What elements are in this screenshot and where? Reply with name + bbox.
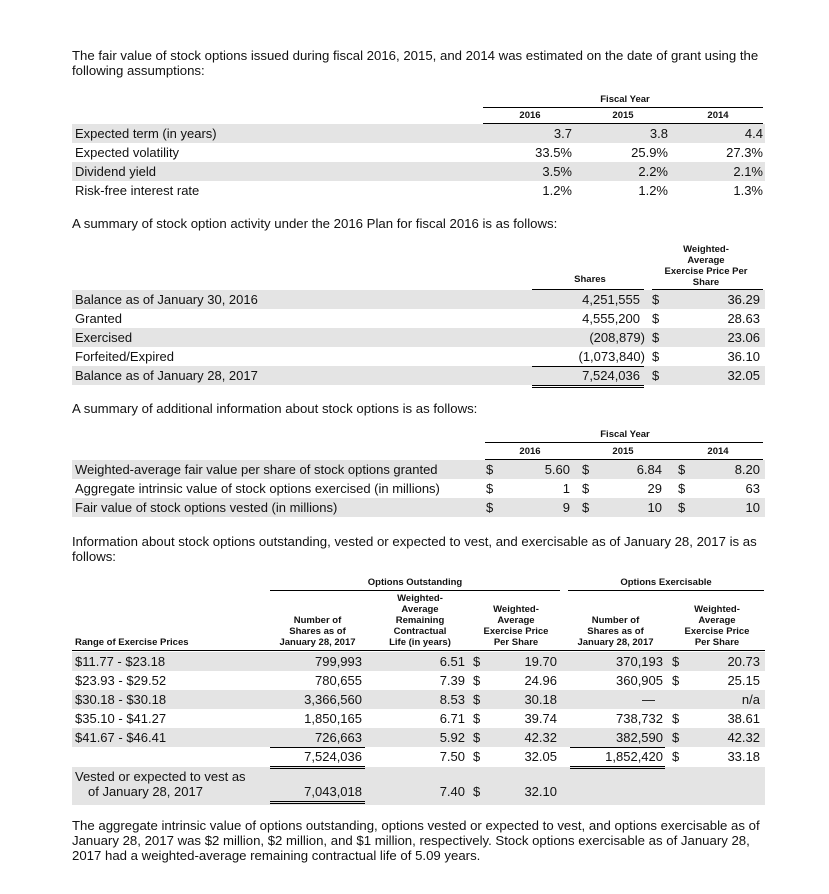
table-cell: 29	[647, 481, 662, 496]
price-header-l4: Share	[692, 277, 720, 288]
year-header-2016: 2016	[519, 110, 541, 121]
closing-paragraph: The aggregate intrinsic value of options outstanding, options vested or expected to vest, and options exercisable as of January 28, 2017 was $2 million, $2 million, and $1 million, respectively. Stock options exercisable as of January 28, 2017 had a weighted-average remaining contractual life of 5.09 years.	[72, 818, 760, 863]
dollar-sign: $	[672, 654, 680, 669]
table-cell: 28.63	[727, 311, 760, 326]
table-row-label: $23.93 - $29.52	[75, 673, 167, 688]
table-row-label: Expected term (in years)	[75, 126, 217, 141]
group-header-outstanding: Options Outstanding	[367, 577, 463, 588]
dollar-sign: $	[473, 784, 481, 799]
table-cell: 799,993	[315, 654, 362, 669]
table-cell: 36.10	[727, 349, 760, 364]
exercisable-price-header-l1: Weighted-	[694, 604, 740, 615]
table-cell: 19.70	[524, 654, 557, 669]
table-cell-vested: 7.40	[439, 784, 465, 799]
table-row-label: Forfeited/Expired	[75, 349, 174, 364]
dollar-sign: $	[652, 349, 660, 364]
table-row-label: Fair value of stock options vested (in millions)	[75, 500, 338, 515]
table-cell: 7.39	[439, 673, 465, 688]
dollar-sign: $	[652, 311, 660, 326]
table-cell: 1.3%	[733, 183, 763, 198]
table-cell: 33.5%	[535, 145, 572, 160]
price-header-l2: Average	[687, 255, 725, 266]
year-header-2015: 2015	[612, 110, 634, 121]
table-cell: 1.2%	[542, 183, 572, 198]
exercisable-number-header-l3: January 28, 2017	[577, 637, 654, 648]
range-header: Range of Exercise Prices	[75, 637, 189, 648]
exercisable-price-header-l3: Exercise Price	[684, 626, 750, 637]
exercisable-number-header-l1: Number of	[591, 615, 640, 626]
year-header-2016: 2016	[519, 446, 541, 457]
dollar-sign: $	[473, 654, 481, 669]
life-header-l5: Life (in years)	[389, 637, 451, 648]
dollar-sign: $	[672, 730, 680, 745]
table-cell-total: 1,852,420	[605, 749, 663, 764]
table-cell: 8.53	[439, 692, 465, 707]
vested-label-l2: of January 28, 2017	[88, 784, 203, 799]
table-cell-total: 33.18	[727, 749, 760, 764]
table-cell: 2.2%	[638, 164, 668, 179]
exercisable-price-header-l2: Average	[698, 615, 736, 626]
table-cell-vested: 7,043,018	[304, 784, 362, 799]
table-row-label: Granted	[75, 311, 122, 326]
dollar-sign: $	[486, 481, 494, 496]
intro-paragraph-activity: A summary of stock option activity under the 2016 Plan for fiscal 2016 is as follows:	[72, 216, 558, 231]
table-cell: —	[642, 692, 655, 707]
price-header-l1: Weighted-	[683, 244, 729, 255]
exercisable-number-header-l2: Shares as of	[587, 626, 644, 637]
number-header-l3: January 28, 2017	[279, 637, 356, 648]
life-header-l4: Contractual	[393, 626, 447, 637]
table-cell: 6.51	[439, 654, 465, 669]
dollar-sign: $	[473, 730, 481, 745]
dollar-sign: $	[672, 673, 680, 688]
dollar-sign: $	[678, 462, 686, 477]
table-row-label: Weighted-average fair value per share of stock options granted	[75, 462, 438, 477]
price-header-l3: Exercise Price Per	[664, 266, 748, 277]
group-header-exercisable: Options Exercisable	[620, 577, 712, 588]
table-cell: 36.29	[727, 292, 760, 307]
table-cell: 726,663	[315, 730, 362, 745]
dollar-sign: $	[473, 711, 481, 726]
table-cell: 2.1%	[733, 164, 763, 179]
fiscal-year-header: Fiscal Year	[600, 429, 650, 440]
table-cell: 382,590	[616, 730, 663, 745]
dollar-sign: $	[473, 692, 481, 707]
table-cell: 1	[562, 481, 570, 496]
table-cell: 780,655	[315, 673, 362, 688]
table-cell: 25.15	[727, 673, 760, 688]
price-header-l3: Exercise Price	[483, 626, 549, 637]
number-header-l1: Number of	[293, 615, 342, 626]
table-cell-total: 32.05	[524, 749, 557, 764]
price-header-l1: Weighted-	[493, 604, 539, 615]
table-cell: 25.9%	[631, 145, 668, 160]
table-row-label: Aggregate intrinsic value of stock options exercised (in millions)	[75, 481, 440, 496]
table-cell: 20.73	[727, 654, 760, 669]
year-header-2015: 2015	[612, 446, 634, 457]
table-row-label: Risk-free interest rate	[75, 183, 200, 198]
dollar-sign: $	[486, 500, 494, 515]
life-header-l1: Weighted-	[397, 593, 443, 604]
price-header-l4: Per Share	[493, 637, 539, 648]
vested-label-l1: Vested or expected to vest as	[75, 769, 246, 784]
table-cell: 8.20	[734, 462, 760, 477]
table-cell: 370,193	[616, 654, 663, 669]
dollar-sign: $	[652, 368, 660, 383]
year-header-2014: 2014	[707, 446, 729, 457]
table-cell-total: 7,524,036	[304, 749, 362, 764]
table-cell: 42.32	[524, 730, 557, 745]
life-header-l2: Average	[401, 604, 439, 615]
table-cell: 4,555,200	[582, 311, 640, 326]
table-row-label: Dividend yield	[75, 164, 156, 179]
dollar-sign: $	[672, 749, 680, 764]
intro-paragraph-outstanding: Information about stock options outstanding, vested or expected to vest, and exercisable as of January 28, 2017 is as follows:	[72, 534, 757, 564]
table-cell: 7,524,036	[582, 368, 640, 383]
table-cell: 1,850,165	[304, 711, 362, 726]
table-cell: 30.18	[524, 692, 557, 707]
table-cell: 1.2%	[638, 183, 668, 198]
table-cell: (208,879)	[589, 330, 645, 345]
table-cell: 5.60	[544, 462, 570, 477]
dollar-sign: $	[582, 481, 590, 496]
table-cell: 63	[745, 481, 760, 496]
table-cell: 39.74	[524, 711, 557, 726]
dollar-sign: $	[678, 500, 686, 515]
table-row-label: Balance as of January 30, 2016	[75, 292, 258, 307]
dollar-sign: $	[582, 462, 590, 477]
dollar-sign: $	[672, 711, 680, 726]
table-cell: 6.71	[439, 711, 465, 726]
table-cell: (1,073,840)	[578, 349, 645, 364]
table-cell: 9	[562, 500, 570, 515]
dollar-sign: $	[473, 673, 481, 688]
dollar-sign: $	[652, 330, 660, 345]
table-cell: 5.92	[439, 730, 465, 745]
dollar-sign: $	[678, 481, 686, 496]
table-row-label: $11.77 - $23.18	[75, 654, 166, 669]
table-cell: 42.32	[727, 730, 760, 745]
table-cell: 738,732	[616, 711, 663, 726]
dollar-sign: $	[473, 749, 481, 764]
intro-paragraph-additional: A summary of additional information about stock options is as follows:	[72, 401, 478, 416]
fiscal-year-header: Fiscal Year	[600, 94, 650, 105]
intro-paragraph-assumptions: The fair value of stock options issued during fiscal 2016, 2015, and 2014 was estimated on the date of grant using the following assumptions:	[72, 48, 759, 78]
table-cell: 32.05	[727, 368, 760, 383]
table-cell: 4,251,555	[582, 292, 640, 307]
table-cell: 4.4	[744, 126, 763, 141]
table-cell: 38.61	[727, 711, 760, 726]
table-row-label: Exercised	[75, 330, 133, 345]
number-header-l2: Shares as of	[289, 626, 346, 637]
table-cell: 10	[745, 500, 760, 515]
table-cell: 360,905	[616, 673, 663, 688]
table-row-label: Balance as of January 28, 2017	[75, 368, 258, 383]
price-header-l2: Average	[497, 615, 535, 626]
table-cell: 10	[647, 500, 662, 515]
dollar-sign: $	[582, 500, 590, 515]
exercisable-price-header-l4: Per Share	[694, 637, 740, 648]
dollar-sign: $	[486, 462, 494, 477]
table-cell: 3.5%	[542, 164, 572, 179]
table-cell-total: 7.50	[439, 749, 465, 764]
table-cell-vested: 32.10	[524, 784, 557, 799]
table-cell: 3.8	[649, 126, 668, 141]
life-header-l3: Remaining	[395, 615, 445, 626]
table-row-label: $35.10 - $41.27	[75, 711, 167, 726]
table-cell: n/a	[741, 692, 760, 707]
shares-header: Shares	[574, 274, 606, 285]
table-cell: 3,366,560	[304, 692, 362, 707]
table-row-label: $41.67 - $46.41	[75, 730, 167, 745]
table-cell: 24.96	[524, 673, 557, 688]
table-cell: 23.06	[727, 330, 760, 345]
table-row-label: Expected volatility	[75, 145, 180, 160]
table-cell: 27.3%	[726, 145, 763, 160]
table-cell: 6.84	[636, 462, 662, 477]
table-cell: 3.7	[553, 126, 572, 141]
table-row-label: $30.18 - $30.18	[75, 692, 167, 707]
dollar-sign: $	[652, 292, 660, 307]
year-header-2014: 2014	[707, 110, 729, 121]
